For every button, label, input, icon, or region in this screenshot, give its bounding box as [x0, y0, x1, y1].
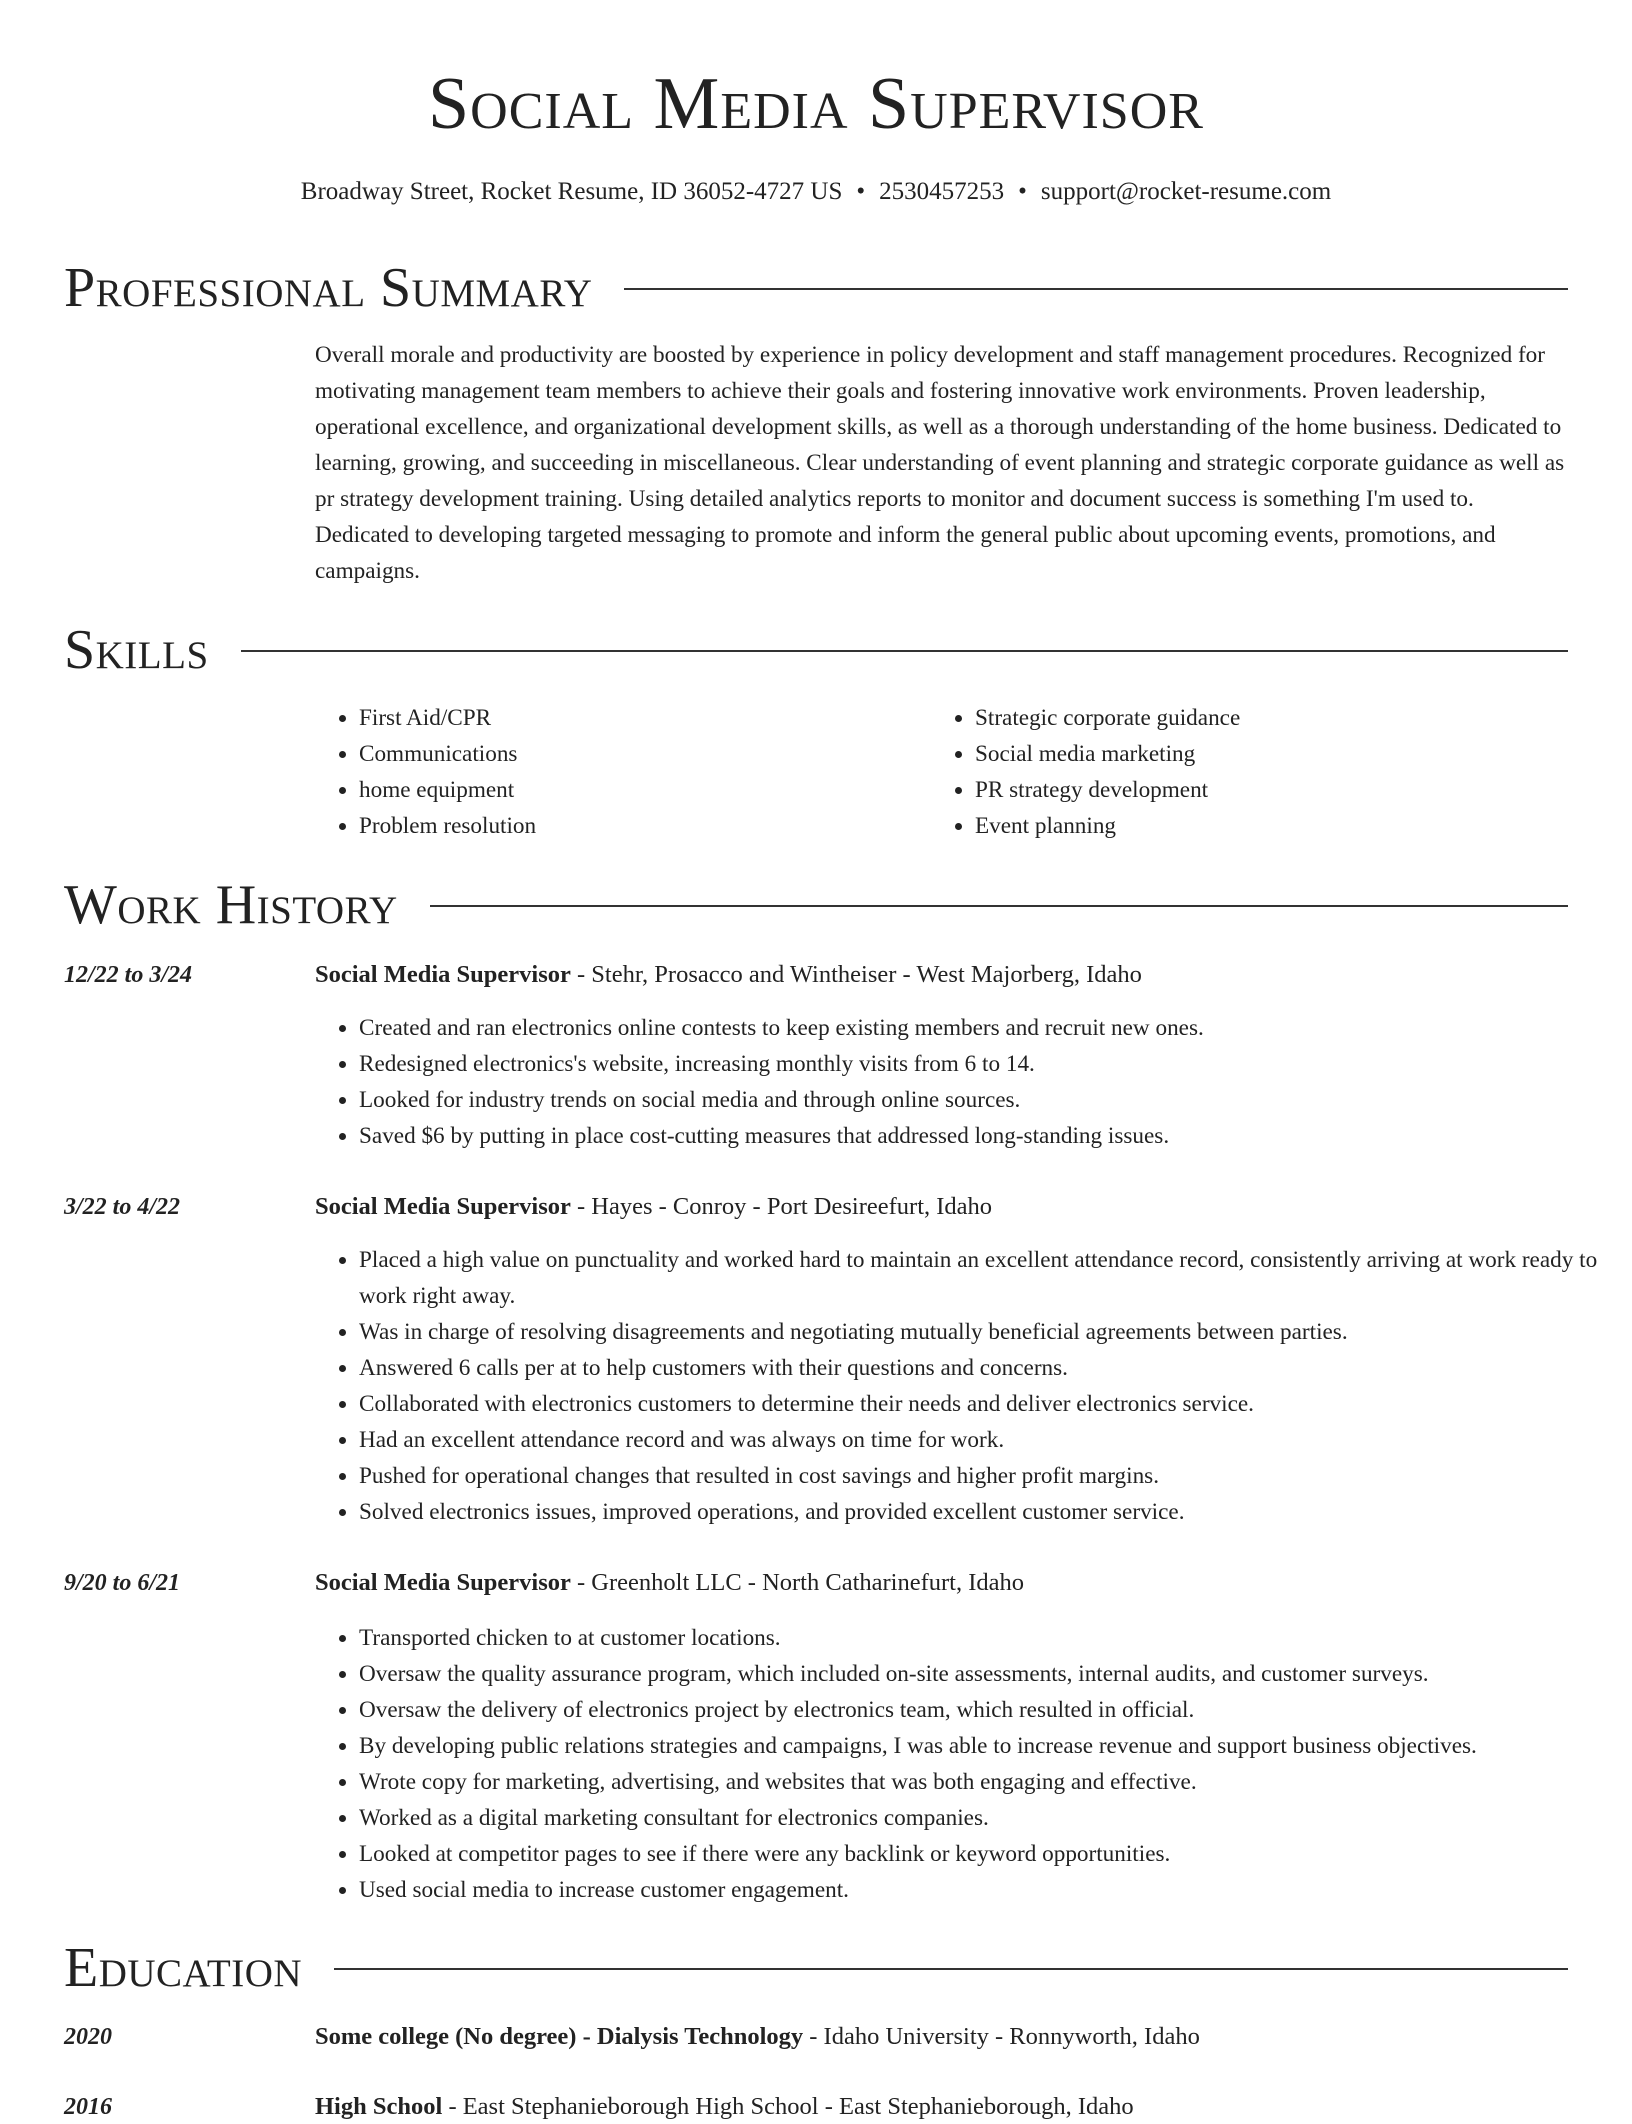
- contact-line: [0, 175, 1632, 209]
- contact-email: support@rocket-resume.com: [1040, 178, 1332, 205]
- contact-phone: 2530457253: [879, 178, 1005, 205]
- job-bullet: • Placed a high value on punctuality and worked hard to maintain an excellent attendance record, consistently arriving at work ready to work right away.: [359, 1242, 1614, 1314]
- skill-item: • Problem resolution: [359, 808, 919, 844]
- contact-address: Broadway Street, Rocket Resume, ID 36052-4727 US: [300, 178, 843, 205]
- job-bullet: • Oversaw the quality assurance program, which included on-site assessments, internal audits, and customer surveys.: [359, 1656, 1614, 1692]
- job-bullet: • Looked at competitor pages to see if there were any backlink or keyword opportunities.: [359, 1836, 1614, 1872]
- skills-list-right: [931, 700, 1535, 844]
- contact-separator: •: [856, 178, 866, 205]
- job-heading: [315, 1566, 1570, 1600]
- job-title: Social Media Supervisor: [315, 1569, 571, 1596]
- work-heading-row: [64, 875, 1568, 935]
- education-entry: [315, 2020, 1570, 2054]
- job-dates: 3/22 to 4/22: [64, 1194, 181, 1220]
- education-school: - Idaho University - Ronnyworth, Idaho: [803, 2023, 1200, 2050]
- skill-item: • First Aid/CPR: [359, 700, 919, 736]
- skill-item: • Strategic corporate guidance: [975, 700, 1535, 736]
- contact-separator: •: [1018, 178, 1027, 205]
- job-bullet: • Looked for industry trends on social media and through online sources.: [359, 1082, 1614, 1118]
- skills-heading: Skills: [64, 619, 209, 681]
- education-degree: High School: [315, 2093, 443, 2120]
- education-school: - East Stephanieborough High School - East Stephanieborough, Idaho: [442, 2093, 1134, 2120]
- job-bullet: • Solved electronics issues, improved operations, and provided excellent customer service.: [359, 1494, 1614, 1530]
- job-bullet: • Was in charge of resolving disagreements and negotiating mutually beneficial agreements between parties.: [359, 1314, 1614, 1350]
- job-employer-location: - Hayes - Conroy - Port Desireefurt, Idaho: [570, 1193, 993, 1220]
- job-dates: 9/20 to 6/21: [64, 1570, 181, 1596]
- summary-divider: [624, 288, 1568, 290]
- skill-item: • Social media marketing: [975, 736, 1535, 772]
- education-divider: [334, 1968, 1568, 1970]
- job-bullet: • Wrote copy for marketing, advertising, and websites that was both engaging and effective.: [359, 1764, 1614, 1800]
- job-bullet-list: [315, 1620, 1614, 1908]
- job-title: Social Media Supervisor: [315, 961, 571, 988]
- job-bullet-list: [315, 1010, 1614, 1154]
- skills-list-left: [315, 700, 919, 844]
- job-bullet: • Created and ran electronics online contests to keep existing members and recruit new ones.: [359, 1010, 1614, 1046]
- job-bullet: • Saved $6 by putting in place cost-cutting measures that addressed long-standing issues.: [359, 1118, 1614, 1154]
- job-employer-location: - Stehr, Prosacco and Wintheiser - West Majorberg, Idaho: [570, 961, 1142, 988]
- skills-divider: [241, 650, 1568, 652]
- work-divider: [430, 905, 1568, 907]
- skill-item: • Event planning: [975, 808, 1535, 844]
- job-bullet: • Redesigned electronics's website, increasing monthly visits from 6 to 14.: [359, 1046, 1614, 1082]
- job-employer-location: - Greenholt LLC - North Catharinefurt, Idaho: [570, 1569, 1024, 1596]
- job-bullet: • Answered 6 calls per at to help customers with their questions and concerns.: [359, 1350, 1614, 1386]
- job-bullet: • Oversaw the delivery of electronics project by electronics team, which resulted in official.: [359, 1692, 1614, 1728]
- job-bullet: • Worked as a digital marketing consultant for electronics companies.: [359, 1800, 1614, 1836]
- job-bullet: • Used social media to increase customer engagement.: [359, 1872, 1614, 1908]
- job-bullet: • By developing public relations strategies and campaigns, I was able to increase revenue and support business objectives.: [359, 1728, 1614, 1764]
- job-bullet: • Collaborated with electronics customers to determine their needs and deliver electronics service.: [359, 1386, 1614, 1422]
- summary-text: Overall morale and productivity are boosted by experience in policy development and staff management procedures. Recognized for motivating management team members to achieve their goals and fostering innovative work environments. Proven leadership, operational excellence, and organizational development skills, as well as a thorough understanding of the home business. Dedicated to learning, growing, and succeeding in miscellaneous. Clear understanding of event planning and strategic corporate guidance as well as pr strategy development training. Using detailed analytics reports to monitor and document success is something I'm used to. Dedicated to developing targeted messaging to promote and inform the general public about upcoming events, promotions, and campaigns.: [315, 342, 1565, 584]
- job-bullet: • Transported chicken to at customer locations.: [359, 1620, 1614, 1656]
- skill-item: • home equipment: [359, 772, 919, 808]
- job-heading: [315, 958, 1570, 992]
- job-heading: [315, 1190, 1570, 1224]
- summary-heading: Professional Summary: [64, 257, 593, 319]
- resume-name: Social Media Supervisor: [428, 63, 1204, 145]
- education-heading: Education: [64, 1937, 303, 1999]
- education-year: 2020: [64, 2024, 112, 2050]
- skill-item: • Communications: [359, 736, 919, 772]
- summary-heading-row: [64, 258, 1568, 318]
- job-bullet: • Pushed for operational changes that resulted in cost savings and higher profit margins.: [359, 1458, 1614, 1494]
- education-entry: [315, 2090, 1570, 2124]
- job-title: Social Media Supervisor: [315, 1193, 571, 1220]
- education-degree: Some college (No degree) - Dialysis Technology: [315, 2023, 804, 2050]
- work-heading: Work History: [64, 874, 398, 936]
- job-bullet-list: [315, 1242, 1614, 1530]
- skills-heading-row: [64, 620, 1568, 680]
- skill-item: • PR strategy development: [975, 772, 1535, 808]
- education-heading-row: [64, 1938, 1568, 1998]
- job-bullet: • Had an excellent attendance record and was always on time for work.: [359, 1422, 1614, 1458]
- job-dates: 12/22 to 3/24: [64, 962, 193, 988]
- education-year: 2016: [64, 2094, 112, 2120]
